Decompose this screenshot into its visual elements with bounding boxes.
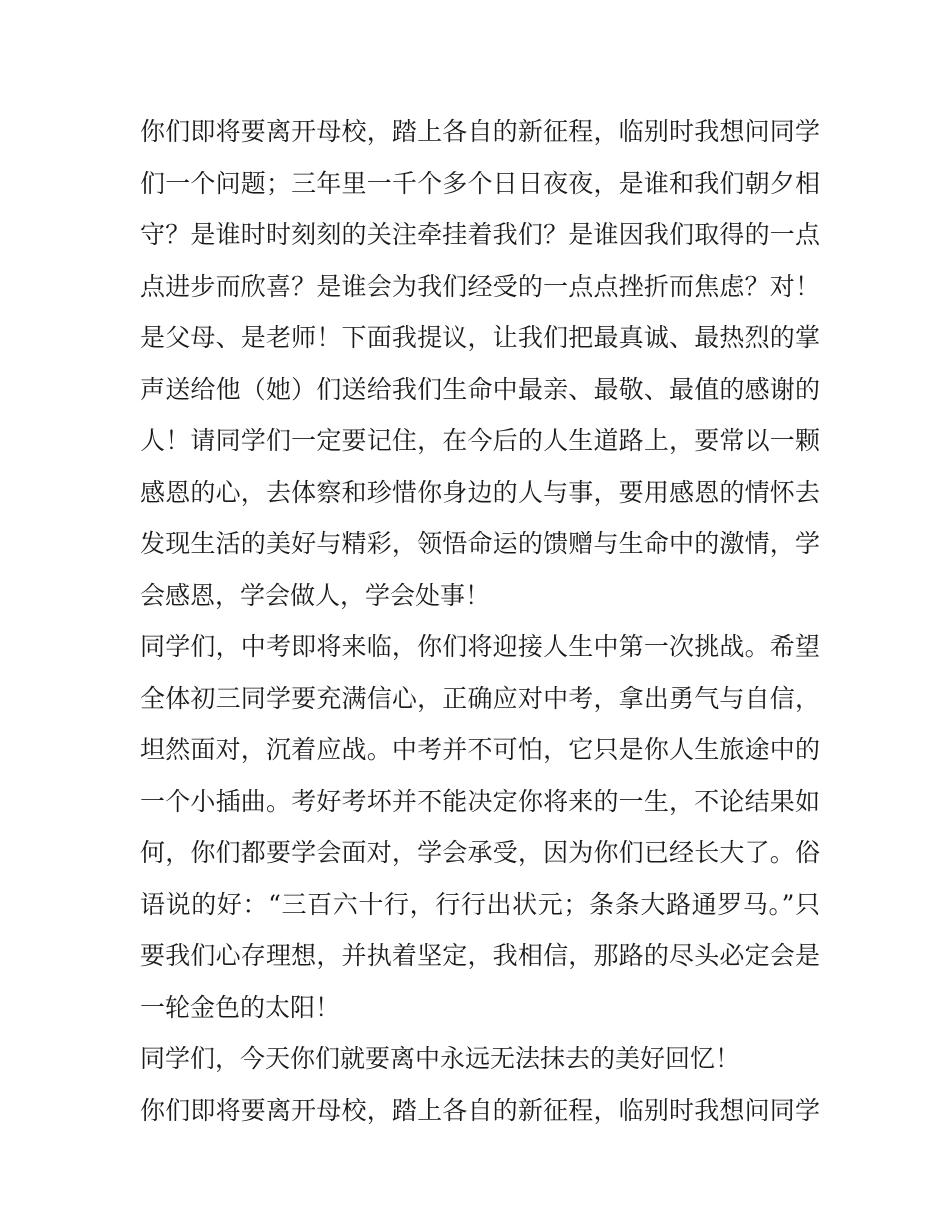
text-line: 声送给他（她）们送给我们生命中最亲、最敬、最值的感谢的: [140, 374, 820, 404]
text-line: 语说的好：“三百六十行，行行出状元；条条大路通罗马。”只: [140, 889, 820, 919]
text-line: 一轮金色的太阳！: [140, 992, 341, 1022]
text-line: 全体初三同学要充满信心，正确应对中考，拿出勇气与自信，: [140, 683, 820, 713]
text-line: 坦然面对，沉着应战。中考并不可怕，它只是你人生旅途中的: [140, 735, 820, 764]
text-line: 感恩的心，去体察和珍惜你身边的人与事，要用感恩的情怀去: [140, 477, 820, 507]
text-line: 人！请同学们一定要记住，在今后的人生道路上，要常以一颗: [140, 426, 820, 455]
text-line: 守？是谁时时刻刻的关注牵挂着我们？是谁因我们取得的一点: [140, 220, 820, 249]
text-line: 发现生活的美好与精彩，领悟命运的馈赠与生命中的激情，学: [140, 529, 820, 558]
text-line: 要我们心存理想，并执着坚定，我相信，那路的尽头必定会是: [140, 941, 820, 970]
text-line: 们一个问题；三年里一千个多个日日夜夜，是谁和我们朝夕相: [140, 168, 820, 198]
text-line: 同学们，中考即将来临，你们将迎接人生中第一次挑战。希望: [140, 632, 820, 661]
text-line: 你们即将要离开母校，踏上各自的新征程，临别时我想问同学: [140, 1095, 820, 1125]
text-line: 你们即将要离开母校，踏上各自的新征程，临别时我想问同学: [140, 117, 820, 146]
text-line: 点进步而欣喜？是谁会为我们经受的一点点挫折而焦虑？对！: [140, 271, 820, 301]
text-line: 会感恩，学会做人，学会处事！: [140, 580, 491, 610]
text-line: 何，你们都要学会面对，学会承受，因为你们已经长大了。俗: [140, 838, 820, 867]
text-line: 是父母、是老师！下面我提议，让我们把最真诚、最热烈的掌: [140, 323, 820, 352]
body-text: [140, 106, 820, 1136]
text-line: 同学们，今天你们就要离中永远无法抹去的美好回忆！: [140, 1044, 741, 1073]
text-line: 一个小插曲。考好考坏并不能决定你将来的一生，不论结果如: [140, 786, 820, 816]
